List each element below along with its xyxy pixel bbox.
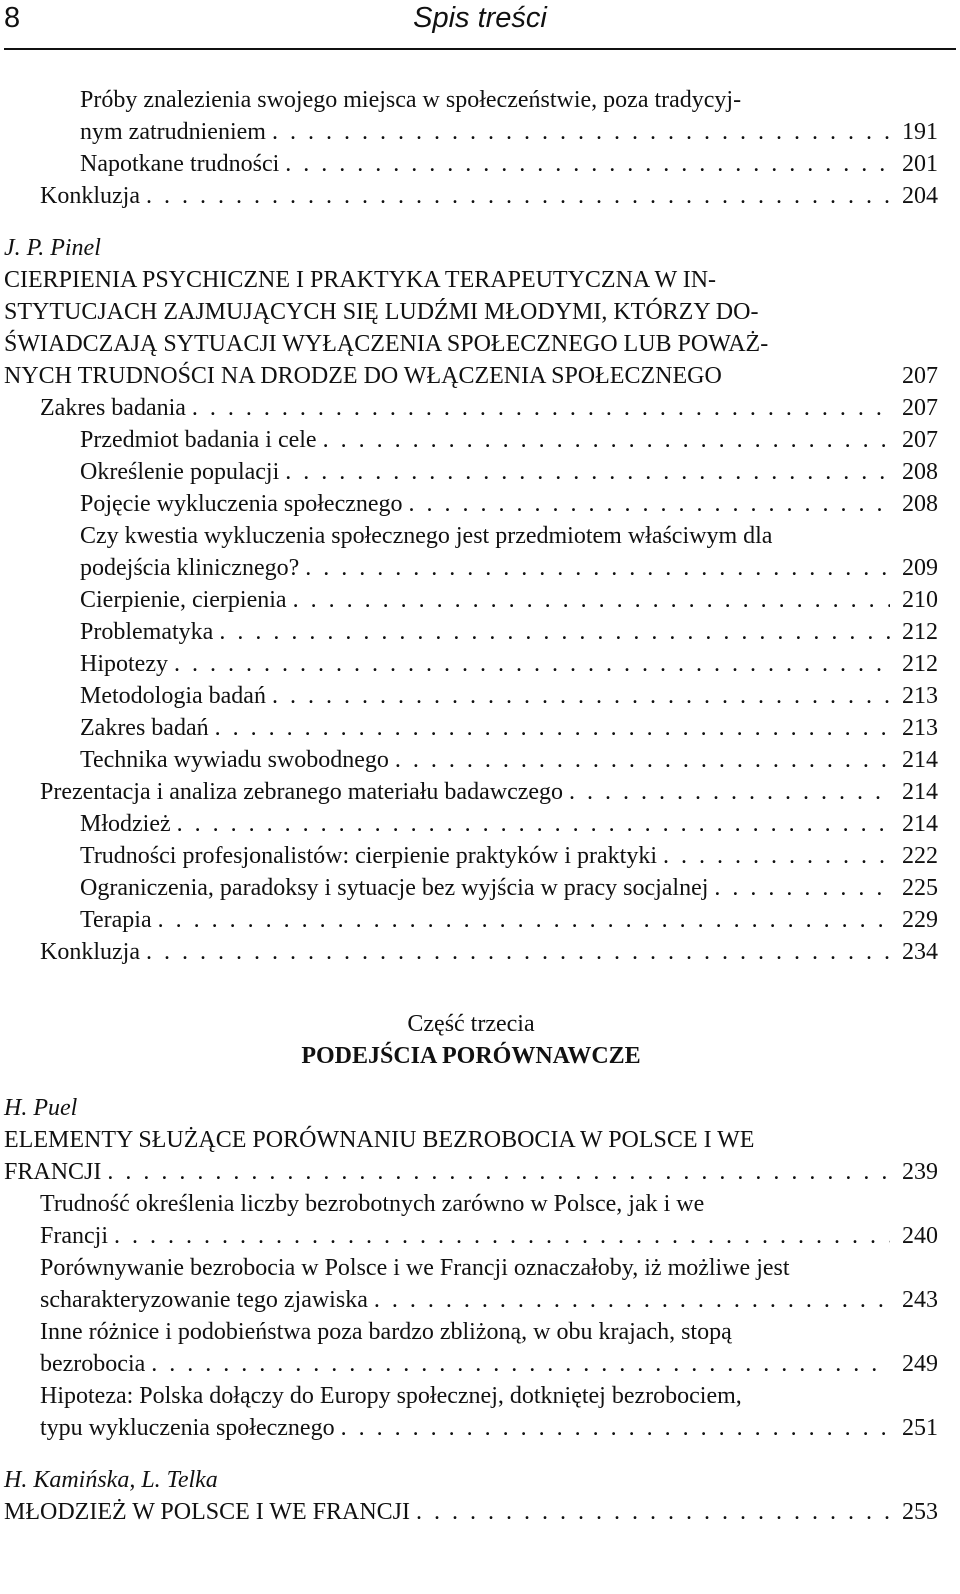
dot-leader bbox=[293, 584, 890, 616]
toc-entry bbox=[4, 1188, 938, 1252]
dot-leader bbox=[416, 1496, 890, 1528]
toc-entry-page: 212 bbox=[902, 651, 938, 677]
toc-entry-text: Zakres badania . . . bbox=[40, 392, 890, 424]
chapter-title bbox=[4, 1496, 938, 1528]
toc-entry-text: MŁODZIEŻ W POLSCE I WE FRANCJI . . . bbox=[4, 1496, 890, 1528]
toc-entry-text: Porównywanie bezrobocia w Polsce i we Francji oznaczałoby, iż możliwe jest bbox=[40, 1255, 790, 1281]
toc-entry-text: Prezentacja i analiza zebranego materiału badawczego . . . bbox=[40, 776, 890, 808]
dot-leader bbox=[323, 424, 890, 456]
dot-leader bbox=[146, 936, 890, 968]
toc-entry-label bbox=[4, 1124, 890, 1188]
chapter-entries bbox=[4, 392, 938, 968]
toc-entry-page: 214 bbox=[902, 747, 938, 773]
chapter-page: 207 bbox=[902, 363, 938, 389]
dot-leader bbox=[151, 1348, 890, 1380]
toc-block-continued bbox=[4, 84, 938, 212]
toc-entry-text: Francji . . . bbox=[40, 1220, 890, 1252]
chapter-kaminska bbox=[4, 1464, 938, 1528]
dot-leader bbox=[395, 744, 890, 776]
toc-entry-label bbox=[80, 148, 890, 180]
toc-entry-text: typu wykluczenia społecznego . . . bbox=[40, 1412, 890, 1444]
toc-entry-label bbox=[80, 456, 890, 488]
toc-entry-page: 234 bbox=[902, 939, 938, 965]
dot-leader bbox=[272, 680, 890, 712]
toc-entry-page: 253 bbox=[902, 1499, 938, 1525]
toc-entry-label bbox=[40, 1316, 890, 1380]
part-title: PODEJŚCIA PORÓWNAWCZE bbox=[301, 1043, 641, 1069]
toc-entry-text: Określenie populacji . . . bbox=[80, 456, 890, 488]
dot-leader bbox=[114, 1220, 890, 1252]
chapter-title-entry bbox=[4, 264, 938, 392]
chapter-title-entry bbox=[4, 1124, 938, 1188]
chapter-puel bbox=[4, 1092, 938, 1444]
toc-entry-label bbox=[80, 648, 890, 680]
toc-entry bbox=[4, 424, 938, 456]
toc-entry bbox=[4, 712, 938, 744]
toc-entry bbox=[4, 776, 938, 808]
toc-entry bbox=[4, 520, 938, 584]
toc-entry-label bbox=[40, 392, 890, 424]
toc-entry bbox=[4, 904, 938, 936]
toc-entry-label bbox=[4, 1496, 890, 1528]
toc-entry bbox=[4, 936, 938, 968]
toc-content bbox=[4, 84, 938, 1528]
toc-entry-text: nym zatrudnieniem . . . bbox=[80, 116, 890, 148]
toc-entry-page: 204 bbox=[902, 183, 938, 209]
toc-entry-label bbox=[40, 936, 890, 968]
toc-entry-text: Młodzież . . . bbox=[80, 808, 890, 840]
toc-entry-page: 225 bbox=[902, 875, 938, 901]
toc-entry-text: ELEMENTY SŁUŻĄCE PORÓWNANIU BEZROBOCIA W POLSCE I WE bbox=[4, 1127, 755, 1153]
toc-entry-page: 210 bbox=[902, 587, 938, 613]
dot-leader bbox=[285, 456, 890, 488]
dot-leader bbox=[192, 392, 890, 424]
toc-entry bbox=[4, 584, 938, 616]
toc-entry-page: 243 bbox=[902, 1287, 938, 1313]
toc-entry-text: Ograniczenia, paradoksy i sytuacje bez wyjścia w pracy socjalnej . . . bbox=[80, 872, 890, 904]
dot-leader bbox=[177, 808, 890, 840]
part-label: Część trzecia bbox=[407, 1011, 535, 1037]
toc-entry-label bbox=[80, 712, 890, 744]
toc-entry-page: 213 bbox=[902, 683, 938, 709]
toc-entry-text: scharakteryzowanie tego zjawiska . . . bbox=[40, 1284, 890, 1316]
page-number: 8 bbox=[4, 2, 21, 34]
dot-leader bbox=[272, 116, 890, 148]
toc-entry-page: 208 bbox=[902, 491, 938, 517]
toc-entry-label bbox=[80, 840, 890, 872]
toc-entry-text: Napotkane trudności . . . bbox=[80, 148, 890, 180]
toc-entry bbox=[4, 84, 938, 148]
dot-leader bbox=[569, 776, 890, 808]
toc-entry-page: 240 bbox=[902, 1223, 938, 1249]
toc-entry bbox=[4, 456, 938, 488]
toc-entry-label bbox=[80, 520, 890, 584]
toc-entry-label bbox=[80, 904, 890, 936]
toc-entry-text: Cierpienie, cierpienia . . . bbox=[80, 584, 890, 616]
toc-entry-page: 207 bbox=[902, 427, 938, 453]
toc-entry-page: 251 bbox=[902, 1415, 938, 1441]
toc-entry-page: 214 bbox=[902, 811, 938, 837]
dot-leader bbox=[146, 180, 890, 212]
toc-entry-label bbox=[80, 488, 890, 520]
toc-entry-label bbox=[80, 424, 890, 456]
toc-entry-page: 239 bbox=[902, 1159, 938, 1185]
dot-leader bbox=[219, 616, 890, 648]
toc-entry bbox=[4, 1316, 938, 1380]
dot-leader bbox=[341, 1412, 890, 1444]
toc-entry-label bbox=[80, 872, 890, 904]
toc-entry bbox=[4, 180, 938, 212]
toc-entry bbox=[4, 392, 938, 424]
chapter-author: J. P. Pinel bbox=[4, 235, 101, 261]
chapter-author: H. Kamińska, L. Telka bbox=[4, 1467, 218, 1493]
toc-entry bbox=[4, 488, 938, 520]
toc-entry-page: 222 bbox=[902, 843, 938, 869]
toc-entry-text: Trudności profesjonalistów: cierpienie praktyków i praktyki . . . bbox=[80, 840, 890, 872]
toc-entry-text: Metodologia badań . . . bbox=[80, 680, 890, 712]
toc-entry-page: 208 bbox=[902, 459, 938, 485]
toc-entry-label bbox=[40, 1380, 890, 1444]
toc-entry-text: FRANCJI . . . bbox=[4, 1156, 890, 1188]
page-header bbox=[0, 0, 960, 52]
toc-entry bbox=[4, 648, 938, 680]
dot-leader bbox=[285, 148, 890, 180]
toc-entry bbox=[4, 148, 938, 180]
toc-entry-label bbox=[80, 680, 890, 712]
dot-leader bbox=[107, 1156, 890, 1188]
toc-entry-text: Trudność określenia liczby bezrobotnych zarówno w Polsce, jak i we bbox=[40, 1191, 705, 1217]
toc-entry-label bbox=[80, 84, 890, 148]
toc-entry bbox=[4, 744, 938, 776]
toc-entry bbox=[4, 808, 938, 840]
toc-entry-text: Zakres badań . . . bbox=[80, 712, 890, 744]
chapter-entries bbox=[4, 1188, 938, 1444]
toc-entry-page: 214 bbox=[902, 779, 938, 805]
toc-entry-text: podejścia klinicznego? . . . bbox=[80, 552, 890, 584]
toc-entry-text: Hipoteza: Polska dołączy do Europy społecznej, dotkniętej bezrobociem, bbox=[40, 1383, 742, 1409]
toc-entry bbox=[4, 872, 938, 904]
toc-entry-label bbox=[80, 744, 890, 776]
toc-entry-text: bezrobocia . . . bbox=[40, 1348, 890, 1380]
toc-entry-label bbox=[40, 776, 890, 808]
toc-entry-page: 249 bbox=[902, 1351, 938, 1377]
toc-entry-text: Hipotezy . . . bbox=[80, 648, 890, 680]
toc-entry-text: Próby znalezienia swojego miejsca w społeczeństwie, poza tradycyj- bbox=[80, 87, 742, 113]
chapter-title bbox=[4, 264, 890, 392]
chapter-title-line: NYCH TRUDNOŚCI NA DRODZE DO WŁĄCZENIA SPOŁECZNEGO bbox=[4, 363, 722, 389]
toc-entry bbox=[4, 680, 938, 712]
chapter-title-line: CIERPIENIA PSYCHICZNE I PRAKTYKA TERAPEUTYCZNA W IN- bbox=[4, 267, 717, 293]
toc-entry-text: Problematyka . . . bbox=[80, 616, 890, 648]
chapter-author: H. Puel bbox=[4, 1095, 78, 1121]
toc-entry-page: 191 bbox=[902, 119, 938, 145]
toc-entry-label bbox=[80, 584, 890, 616]
chapter-title-line: ŚWIADCZAJĄ SYTUACJI WYŁĄCZENIA SPOŁECZNEGO LUB POWAŻ- bbox=[4, 331, 769, 357]
dot-leader bbox=[374, 1284, 890, 1316]
toc-entry bbox=[4, 1380, 938, 1444]
dot-leader bbox=[215, 712, 890, 744]
toc-entry-text: Konkluzja . . . bbox=[40, 936, 890, 968]
toc-entry bbox=[4, 1252, 938, 1316]
chapter-title-entry bbox=[4, 1496, 938, 1528]
toc-entry bbox=[4, 616, 938, 648]
toc-entry-page: 201 bbox=[902, 151, 938, 177]
toc-entry-text: Konkluzja . . . bbox=[40, 180, 890, 212]
chapter-pinel bbox=[4, 232, 938, 968]
toc-entry bbox=[4, 840, 938, 872]
chapter-title bbox=[4, 1124, 938, 1188]
toc-entry-text: Pojęcie wykluczenia społecznego . . . bbox=[80, 488, 890, 520]
toc-entry-label bbox=[80, 808, 890, 840]
toc-entry-text: Przedmiot badania i cele . . . bbox=[80, 424, 890, 456]
running-title: Spis treści bbox=[413, 2, 547, 34]
toc-entry-label bbox=[40, 180, 890, 212]
dot-leader bbox=[663, 840, 890, 872]
dot-leader bbox=[174, 648, 890, 680]
chapter-title-line: STYTUCJACH ZAJMUJĄCYCH SIĘ LUDŹMI MŁODYMI, KTÓRZY DO- bbox=[4, 299, 759, 325]
dot-leader bbox=[714, 872, 890, 904]
toc-entry-text: Technika wywiadu swobodnego . . . bbox=[80, 744, 890, 776]
toc-entry-page: 207 bbox=[902, 395, 938, 421]
toc-entry-page: 212 bbox=[902, 619, 938, 645]
toc-entry-label bbox=[80, 616, 890, 648]
dot-leader bbox=[305, 552, 890, 584]
toc-entry-text: Terapia . . . bbox=[80, 904, 890, 936]
chapter-title-text bbox=[4, 264, 890, 392]
toc-entry-text: Czy kwestia wykluczenia społecznego jest przedmiotem właściwym dla bbox=[80, 523, 773, 549]
toc-entry-label bbox=[40, 1188, 890, 1252]
dot-leader bbox=[158, 904, 890, 936]
toc-entry-page: 229 bbox=[902, 907, 938, 933]
toc-entry-page: 213 bbox=[902, 715, 938, 741]
toc-entry-label bbox=[40, 1252, 890, 1316]
toc-entry-page: 209 bbox=[902, 555, 938, 581]
header-rule bbox=[4, 48, 956, 50]
toc-entry-text: Inne różnice i podobieństwa poza bardzo zbliżoną, w obu krajach, stopą bbox=[40, 1319, 732, 1345]
dot-leader bbox=[409, 488, 890, 520]
